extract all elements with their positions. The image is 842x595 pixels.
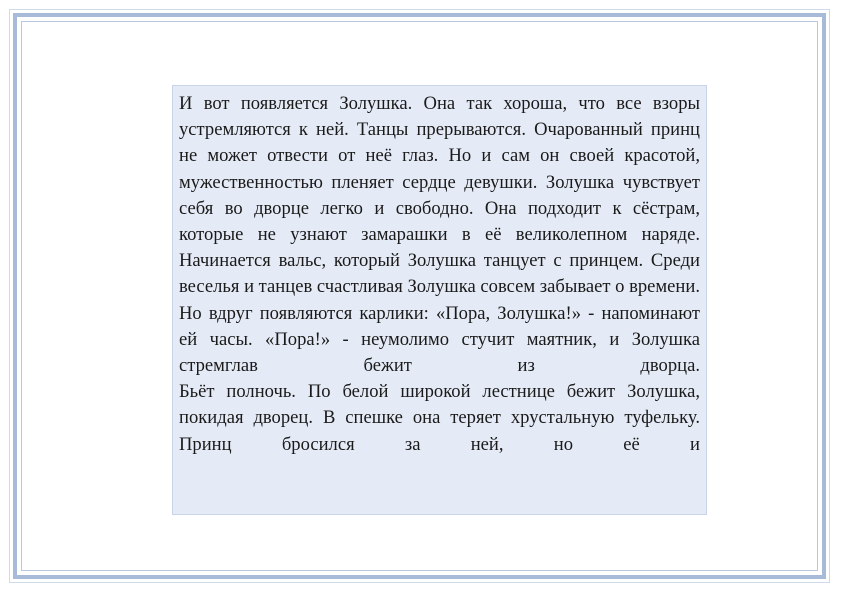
text-paragraph-2: Бьёт полночь. По белой широкой лестнице бежит Золушка, покидая дворец. В спешке она теряет хрустальную туфельку. Принц бросился за ней, но её и	[179, 381, 700, 455]
text-paragraph-1: И вот появляется Золушка. Она так хороша, что все взоры устремляются к ней. Танцы прерываются. Очарованный принц не может отвести от неё глаз. Но и сам он своей красотой, мужественностью пленяет сердце девушки. Золушка чувствует себя во дворце легко и свободно. Она подходит к сёстрам, которые не узнают замарашки в её великолепном наряде. Начинается вальс, который Золушка танцует с принцем. Среди веселья и танцев счастливая Золушка совсем забывает о времени. Но вдруг появляются карлики: «Пора, Золушка!» - напоминают ей часы. «Пора!» - неумолимо стучит маятник, и Золушка стремглав бежит из дворца.	[179, 93, 700, 377]
text-box	[172, 85, 707, 515]
